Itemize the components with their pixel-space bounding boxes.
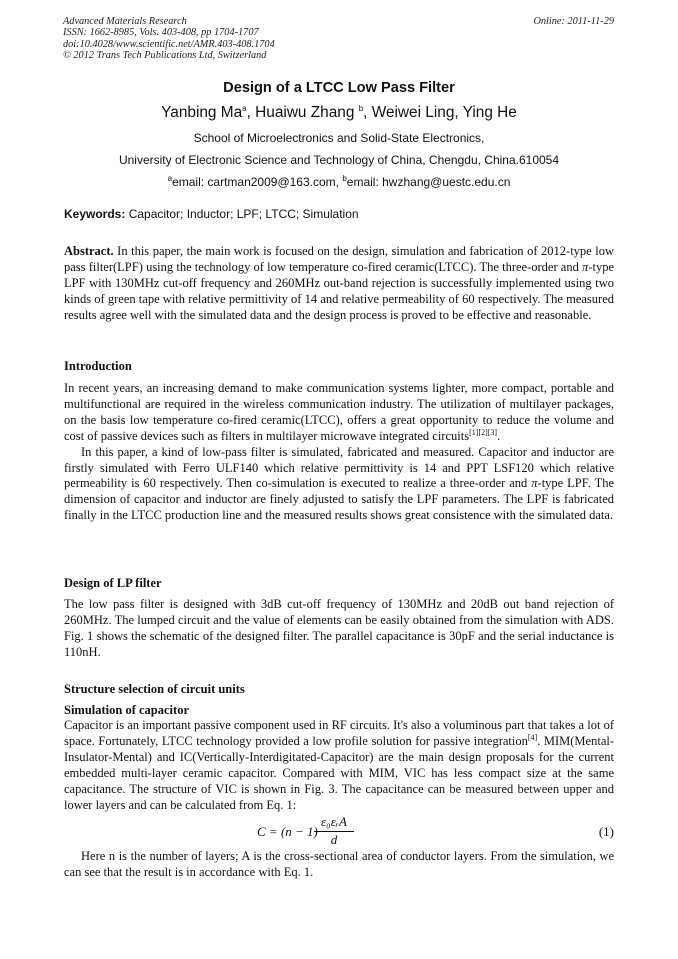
issn: ISSN: 1662-8985, Vols. 403-408, pp 1704-1707 [63, 27, 259, 39]
pi-symbol: π [531, 476, 538, 491]
abstract [64, 244, 614, 324]
affiliation-line-1: School of Microelectronics and Solid-State Electronics, [193, 131, 485, 145]
doi: doi:10.4028/www.scientific.net/AMR.403-408.1704 [63, 38, 275, 50]
email-b: email: hwzhang@uestc.edu.cn [346, 175, 511, 189]
journal-name: Advanced Materials Research [63, 16, 187, 27]
abstract-text-2: -type LPF with 130MHz cut-off frequency and 260MHz out-band rejection is successfully implemented using two kinds of green tape with relative permittivity of 14 and relative permeability of 60 respectively. The measured results agree well with the simulated data and the design process is proved to be effective and reasonable. [64, 259, 614, 322]
email-b-sup: b [342, 174, 347, 183]
design-paragraph: The low pass filter is designed with 3dB cut-off frequency of 130MHz and 20dB out band rejection of 260MHz. The lumped circuit and the value of elements can be easily obtained from the simulation with ADS. Fig. 1 shows the schematic of the designed filter. The parallel capacitance is 30pF and the serial inductance is 110nH. [64, 597, 614, 659]
paper-title: Design of a LTCC Low Pass Filter [223, 80, 455, 96]
journal-header [63, 16, 275, 61]
email-a: email: cartman2009@163.com, [172, 175, 343, 189]
introduction-heading: Introduction [64, 359, 132, 373]
author-1-sup: a [242, 103, 247, 113]
design-heading: Design of LP filter [64, 576, 162, 590]
email-a-sup: a [167, 174, 173, 183]
intro-p2a: In this paper, a kind of low-pass filter is simulated, fabricated and measured. Capacitor and inductor are firstly simulated with Ferro ULF140 which relative permittivity is 14 and PPT LSF120 which relative permeability is 60 respectively. Then co-simulation is executed to realize a three-order and [64, 444, 614, 491]
structure-heading: Structure selection of circuit units [64, 682, 245, 696]
capacitor-text-a: Capacitor is an important passive component used in RF circuits. It's also a voluminous part that takes a lot of space. Fortunately, LTCC technology provided a low profile solution for passive integration [64, 718, 614, 748]
intro-p1-ref: [1][2][3] [469, 427, 498, 437]
capacitor-paragraph [64, 718, 614, 813]
authors [0, 104, 678, 122]
abstract-label: Abstract. [64, 244, 114, 258]
introduction-paragraph-2 [64, 445, 614, 525]
keywords-label: Keywords: [64, 207, 126, 221]
keywords-text: Capacitor; Inductor; LPF; LTCC; Simulation [125, 207, 359, 221]
keywords [64, 207, 359, 221]
intro-p2b: -type LPF. The dimension of capacitor and inductor are finely adjusted to satisfy the LPF parameters. The LPF is fabricated finally in the LTCC production line and the measured results shows great consistence with the simulated data. [64, 476, 615, 523]
emails [0, 175, 678, 189]
author-2: , Huaiwu Zhang [246, 104, 359, 121]
equation-1 [64, 814, 614, 850]
capacitor-ref: [4] [527, 732, 538, 742]
intro-p1-text: In recent years, an increasing demand to make communication systems lighter, more compact, portable and multifunctional are required in the wireless communication industry. The utilization of multilayer packages, on the basis low temperature co-fired ceramic(LTCC), offers a great opportunity to reduce the volume and cost of passive devices such as filters in multilayer microwave integrated circuits [64, 381, 614, 443]
equation-numerator: ε₀εᵣA [314, 814, 354, 832]
layers-paragraph: Here n is the number of layers; A is the cross-sectional area of conductor layers. From the simulation, we can see that the result is in accordance with Eq. 1. [64, 849, 614, 879]
author-2-sup: b [358, 103, 364, 113]
introduction-paragraph-1 [64, 381, 614, 445]
equation-lhs: C = (n − 1) [257, 824, 318, 839]
equation-fraction [314, 814, 354, 848]
affiliation-line-2: University of Electronic Science and Technology of China, Chengdu, China.610054 [118, 153, 560, 167]
authors-rest: , Weiwei Ling, Ying He [363, 104, 517, 121]
pi-symbol: π [582, 259, 589, 274]
equation-number: (1) [598, 824, 614, 839]
abstract-text-1: In this paper, the main work is focused on the design, simulation and fabrication of 2012-type low pass filter(LPF) using the technology of low temperature co-fired ceramic(LTCC). The three-order and [64, 244, 614, 274]
online-date: Online: 2011-11-29 [533, 16, 614, 27]
capacitor-subheading: Simulation of capacitor [64, 703, 189, 717]
copyright: © 2012 Trans Tech Publications Ltd, Switzerland [63, 49, 267, 61]
equation-denominator: d [330, 832, 338, 847]
capacitor-text-b: . MIM(Mental-Insulator-Mental) and IC(Vertically-Interdigitated-Capacitor) are the main design proposals for the current embedded multi-layer ceramic capacitor. Compared with MIM, VIC has less compact size at the same capacitance. The structure of VIC is shown in Fig. 3. The capacitance can be measured between upper and lower layers and can be calculated from Eq. 1: [64, 733, 614, 812]
intro-p1-end: . [497, 428, 501, 443]
introduction-body [64, 381, 614, 524]
author-1: Yanbing Ma [161, 104, 243, 121]
